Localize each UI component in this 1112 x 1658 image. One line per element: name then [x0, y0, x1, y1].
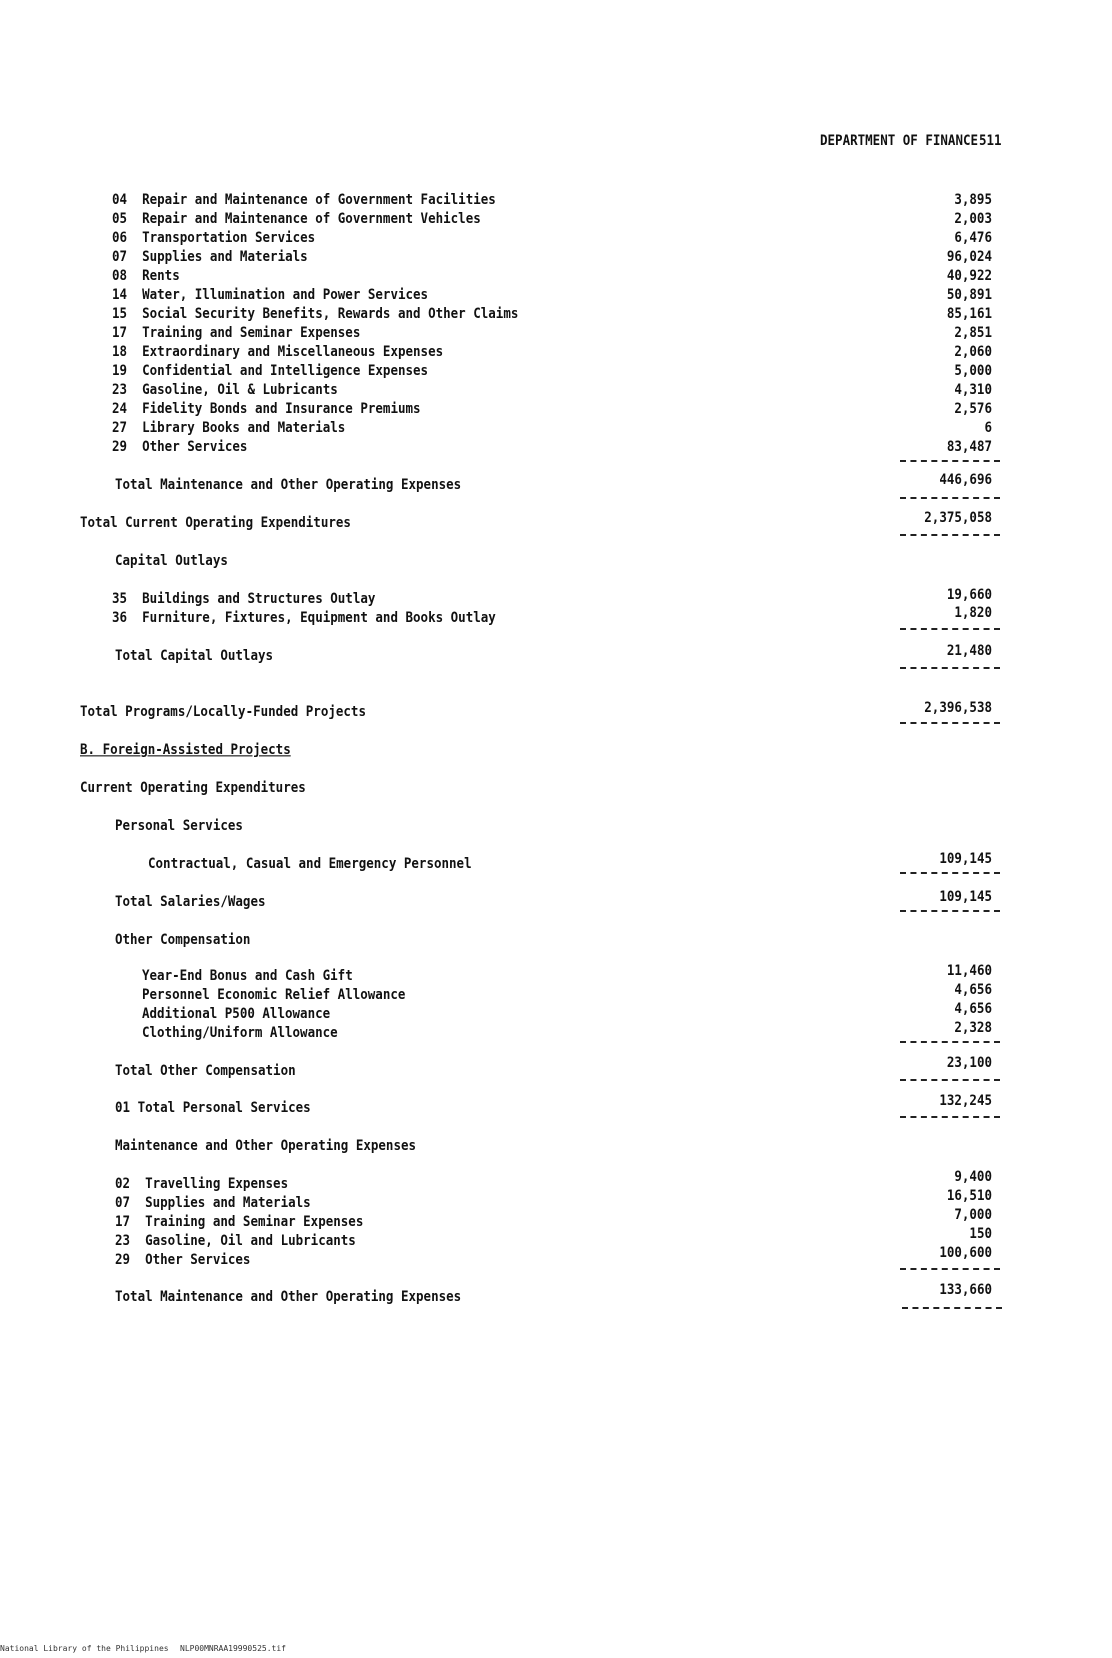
subtotal-label: Total Maintenance and Other Operating Expenses [115, 476, 462, 493]
line-item-label: 05 Repair and Maintenance of Government Vehicles [112, 210, 481, 227]
line-item-value: 83,487 [946, 438, 992, 455]
line-item-value: 2,576 [954, 400, 992, 417]
page-header-title: DEPARTMENT OF FINANCE [820, 132, 979, 149]
line-item-label: 29 Other Services [112, 438, 248, 455]
dashed-rule [900, 460, 1000, 462]
line-item-label: 15 Social Security Benefits, Rewards and Other Claims [112, 305, 519, 322]
line-item-label: 17 Training and Seminar Expenses [115, 1213, 364, 1230]
subtotal-value: 133,660 [939, 1281, 992, 1298]
total-value: 2,375,058 [924, 509, 992, 526]
line-item-value: 1,820 [954, 604, 992, 621]
line-item-label: 29 Other Services [115, 1251, 251, 1268]
dashed-rule [902, 1307, 1002, 1309]
line-item-value: 19,660 [946, 586, 992, 603]
line-item-value: 150 [969, 1225, 992, 1242]
section-heading: Maintenance and Other Operating Expenses [115, 1137, 417, 1154]
line-item-value: 109,145 [939, 850, 992, 867]
line-item-value: 16,510 [946, 1187, 992, 1204]
subtotal-value: 446,696 [939, 471, 992, 488]
line-item-label: 18 Extraordinary and Miscellaneous Expenses [112, 343, 444, 360]
page-number: 511 [979, 132, 1002, 149]
dashed-rule [900, 872, 1000, 874]
footer-filename: NLP00MNRAA19990525.tif [180, 1644, 286, 1653]
total-label: Total Current Operating Expenditures [80, 514, 351, 531]
dashed-rule [900, 1041, 1000, 1043]
subtotal-label: 01 Total Personal Services [115, 1099, 311, 1116]
line-item-label: 23 Gasoline, Oil & Lubricants [112, 381, 338, 398]
line-item-label: 02 Travelling Expenses [115, 1175, 289, 1192]
line-item-value: 96,024 [946, 248, 992, 265]
line-item-value: 50,891 [946, 286, 992, 303]
total-label: Total Programs/Locally-Funded Projects [80, 703, 366, 720]
subtotal-value: 21,480 [946, 642, 992, 659]
line-item-value: 85,161 [946, 305, 992, 322]
subtotal-value: 132,245 [939, 1092, 992, 1109]
section-heading: B. Foreign-Assisted Projects [80, 741, 291, 758]
line-item-label: 07 Supplies and Materials [112, 248, 308, 265]
dashed-rule [900, 628, 1000, 630]
footer-library: National Library of the Philippines [0, 1644, 169, 1653]
line-item-label: 24 Fidelity Bonds and Insurance Premiums [112, 400, 421, 417]
dashed-rule [900, 1116, 1000, 1118]
line-item-value: 11,460 [946, 962, 992, 979]
line-item-label: 35 Buildings and Structures Outlay [112, 590, 376, 607]
line-item-value: 2,060 [954, 343, 992, 360]
subtotal-value: 109,145 [939, 888, 992, 905]
line-item-value: 2,003 [954, 210, 992, 227]
line-item-label: 27 Library Books and Materials [112, 419, 346, 436]
subtotal-label: Total Maintenance and Other Operating Expenses [115, 1288, 462, 1305]
line-item-value: 4,656 [954, 981, 992, 998]
line-item-label: 04 Repair and Maintenance of Government Facilities [112, 191, 496, 208]
subtotal-label: Total Other Compensation [115, 1062, 296, 1079]
subtotal-label: Total Salaries/Wages [115, 893, 266, 910]
section-heading: Personal Services [115, 817, 243, 834]
section-heading: Other Compensation [115, 931, 251, 948]
line-item-value: 5,000 [954, 362, 992, 379]
dashed-rule [900, 534, 1000, 536]
line-item-value: 6 [984, 419, 992, 436]
section-heading: Capital Outlays [115, 552, 228, 569]
dashed-rule [900, 667, 1000, 669]
line-item-label: 14 Water, Illumination and Power Services [112, 286, 429, 303]
dashed-rule [900, 722, 1000, 724]
line-item-label: 36 Furniture, Fixtures, Equipment and Books Outlay [112, 609, 496, 626]
line-item-value: 100,600 [939, 1244, 992, 1261]
line-item-value: 3,895 [954, 191, 992, 208]
line-item-label: Additional P500 Allowance [142, 1005, 331, 1022]
line-item-value: 6,476 [954, 229, 992, 246]
dashed-rule [900, 1079, 1000, 1081]
dashed-rule [900, 1268, 1000, 1270]
line-item-value: 2,851 [954, 324, 992, 341]
line-item-value: 9,400 [954, 1168, 992, 1185]
line-item-label: Year-End Bonus and Cash Gift [142, 967, 353, 984]
line-item-label: Contractual, Casual and Emergency Personnel [148, 855, 472, 872]
subtotal-value: 23,100 [946, 1054, 992, 1071]
line-item-value: 4,310 [954, 381, 992, 398]
section-heading: Current Operating Expenditures [80, 779, 306, 796]
line-item-label: 17 Training and Seminar Expenses [112, 324, 361, 341]
line-item-label: Personnel Economic Relief Allowance [142, 986, 406, 1003]
total-value: 2,396,538 [924, 699, 992, 716]
line-item-value: 4,656 [954, 1000, 992, 1017]
line-item-label: 23 Gasoline, Oil and Lubricants [115, 1232, 356, 1249]
line-item-label: 07 Supplies and Materials [115, 1194, 311, 1211]
subtotal-label: Total Capital Outlays [115, 647, 274, 664]
line-item-value: 2,328 [954, 1019, 992, 1036]
line-item-label: 06 Transportation Services [112, 229, 316, 246]
line-item-label: 08 Rents [112, 267, 180, 284]
dashed-rule [900, 497, 1000, 499]
line-item-value: 40,922 [946, 267, 992, 284]
line-item-label: 19 Confidential and Intelligence Expenses [112, 362, 429, 379]
line-item-value: 7,000 [954, 1206, 992, 1223]
line-item-label: Clothing/Uniform Allowance [142, 1024, 338, 1041]
dashed-rule [900, 910, 1000, 912]
